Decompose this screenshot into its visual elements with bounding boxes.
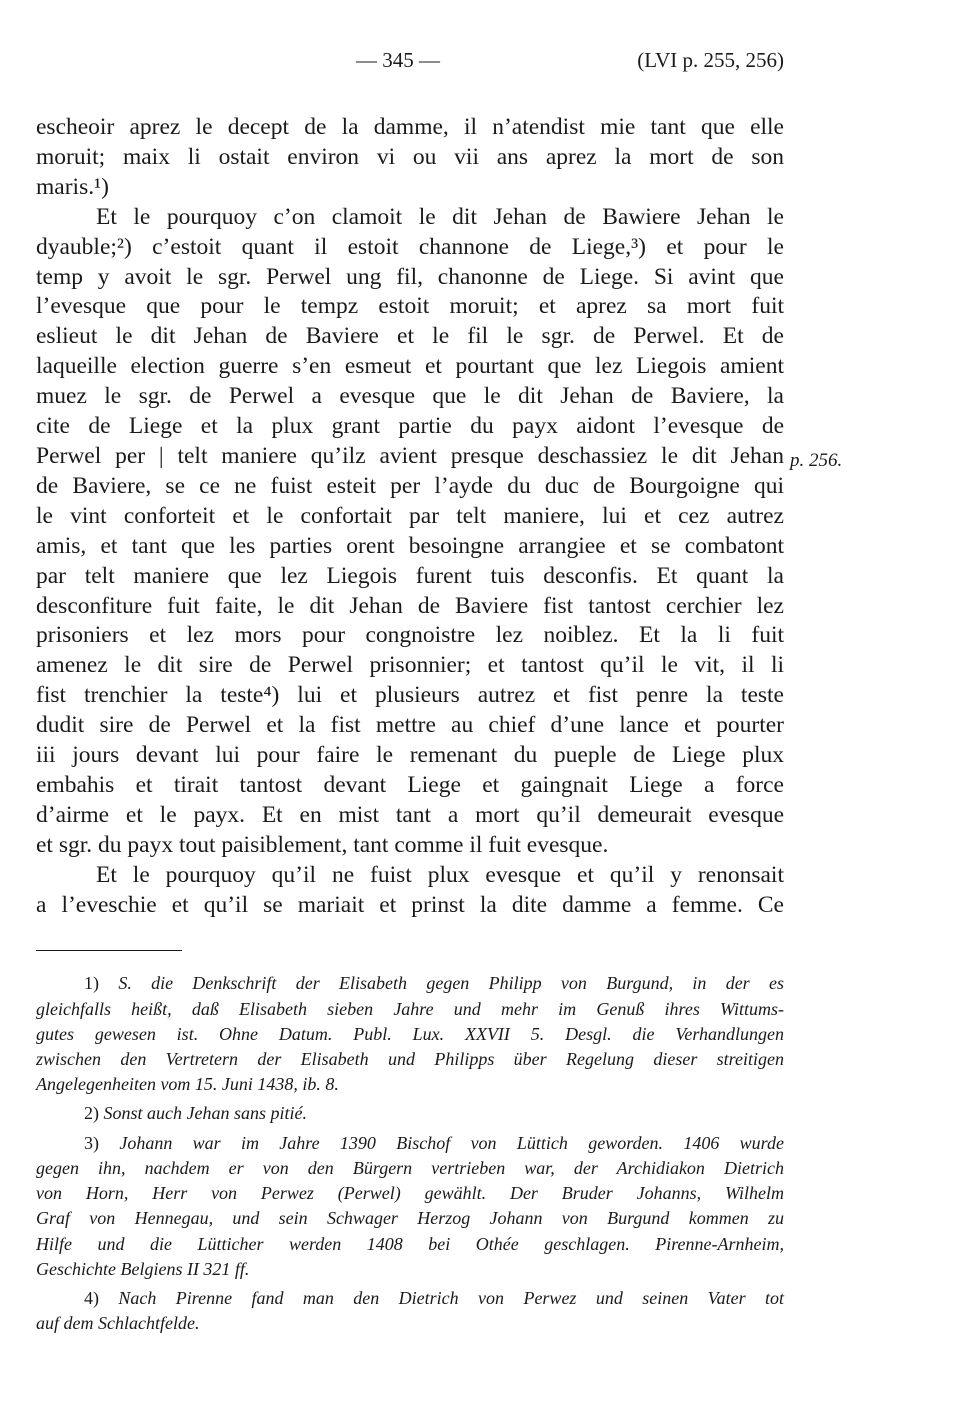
page-number: — 345 — (356, 48, 440, 72)
footnote-line: gutes gewesen ist. Ohne Datum. Publ. Lux. XXVII 5. Desgl. die Verhandlungen (36, 1023, 784, 1044)
page-header (36, 48, 784, 88)
body-line: escheoir aprez le decept de la damme, il n’atendist mie tant que elle (36, 114, 784, 140)
footnote-line: Graf von Hennegau, und sein Schwager Herzog Johann von Burgund kommen zu (36, 1208, 784, 1229)
footnote-line: Nach Pirenne fand man den Dietrich von Perwez und seinen Vater tot (118, 1287, 785, 1308)
footnote-line: S. die Denkschrift der Elisabeth gegen Philipp von Burgund, in der es (118, 973, 784, 994)
body-line: amis, et tant que les parties orent besoingne arrangiee et se combatont (36, 532, 784, 559)
body-line: l’evesque que pour le tempz estoit moruit; et aprez sa mort fuit (36, 293, 784, 320)
body-line: et sgr. du payx tout paisiblement, tant comme il fuit evesque. (36, 831, 609, 858)
body-line: le vint conforteit et le confortait par telt maniere, lui et cez autrez (36, 502, 784, 529)
footnote-line: gegen ihn, nachdem er von den Bürgern vertrieben war, der Archidiakon Dietrich (36, 1157, 784, 1178)
footnote-line: Geschichte Belgiens II 321 ff. (36, 1258, 250, 1279)
footnote-line: Johann war im Jahre 1390 Bischof von Lüttich geworden. 1406 wurde (119, 1132, 785, 1153)
footnote-divider (36, 950, 182, 951)
footnote-line: zwischen den Vertretern der Elisabeth und Philipps über Regelung dieser streitigen (36, 1049, 784, 1070)
source-reference: (LVI p. 255, 256) (637, 48, 784, 72)
footnote-line: Angelegenheiten vom 15. Juni 1438, ib. 8. (36, 1074, 339, 1095)
footnote-number: 3) (84, 1132, 99, 1153)
footnote-1 (36, 971, 784, 1097)
body-line: maris.¹) (36, 173, 109, 200)
footnote-number: 4) (84, 1287, 99, 1308)
body-line: temp y avoit le sgr. Perwel ung fil, chanonne de Liege. Si avint que (36, 263, 784, 290)
footnote-line: Hilfe und die Lütticher werden 1408 bei Othée geschlagen. Pirenne-Arnheim, (36, 1233, 784, 1254)
body-line: fist trenchier la teste⁴) lui et plusieurs autrez et fist penre la teste (36, 682, 784, 709)
footnote-line: Sonst auch Jehan sans pitié. (103, 1103, 307, 1124)
footnote-number: 2) (84, 1103, 99, 1124)
body-line: laqueille election guerre s’en esmeut et pourtant que lez Liegois amient (36, 353, 784, 380)
body-line: Et le pourquoy c’on clamoit le dit Jehan de Bawiere Jehan le (96, 203, 784, 230)
body-line: prisoniers et lez mors pour congnoistre lez noiblez. Et la li fuit (36, 622, 784, 649)
footnote-number: 1) (84, 973, 99, 994)
body-line: dyauble;²) c’estoit quant il estoit channone de Liege,³) et pour le (36, 233, 784, 260)
body-line: muez le sgr. de Perwel a evesque que le dit Jehan de Baviere, la (36, 383, 784, 410)
footnote-3 (36, 1131, 784, 1282)
body-line: iii jours devant lui pour faire le remenant du pueple de Liege plux (36, 742, 784, 769)
body-line: cite de Liege et la plux grant partie du payx aidont l’evesque de (36, 413, 784, 440)
body-line: moruit; maix li ostait environ vi ou vii ans aprez la mort de son (36, 143, 784, 170)
footnote-line: gleichfalls heißt, daß Elisabeth sieben Jahre und mehr im Genuß ihres Wittums- (36, 998, 784, 1019)
footnote-line: auf dem Schlachtfelde. (36, 1313, 200, 1334)
body-line: par telt maniere que lez Liegois furent tuis desconfis. Et quant la (36, 562, 784, 589)
margin-page-note: p. 256. (790, 450, 843, 471)
body-line: de Baviere, se ce ne fuist esteit per l’ayde du duc de Bourgoigne qui (36, 472, 784, 499)
footnote-2 (36, 1101, 784, 1126)
footnote-4 (36, 1286, 784, 1336)
body-line: desconfiture fuit faite, le dit Jehan de Baviere fist tantost cerchier lez (36, 592, 784, 619)
page (36, 48, 784, 1340)
body-line: Et le pourquoy qu’il ne fuist plux evesque et qu’il y renonsait (96, 861, 784, 888)
body-line: dudit sire de Perwel et la fist mettre au chief d’une lance et pourter (36, 712, 784, 739)
body-line: amenez le dit sire de Perwel prisonnier; et tantost qu’il le vit, il li (36, 652, 784, 679)
body-line: Perwel per | telt maniere qu’ilz avient presque deschassiez le dit Jehan (36, 442, 784, 469)
body-line: eslieut le dit Jehan de Baviere et le fil le sgr. de Perwel. Et de (36, 323, 784, 350)
footnotes (36, 971, 784, 1336)
footnote-line: von Horn, Herr von Perwez (Perwel) gewählt. Der Bruder Johanns, Wilhelm (36, 1183, 784, 1204)
body-line: embahis et tirait tantost devant Liege et gaingnait Liege a force (36, 771, 784, 798)
body-line: d’airme et le payx. Et en mist tant a mort qu’il demeurait evesque (36, 801, 784, 828)
body-text (36, 113, 784, 920)
body-line: a l’eveschie et qu’il se mariait et prinst la dite damme a femme. Ce (36, 891, 784, 918)
